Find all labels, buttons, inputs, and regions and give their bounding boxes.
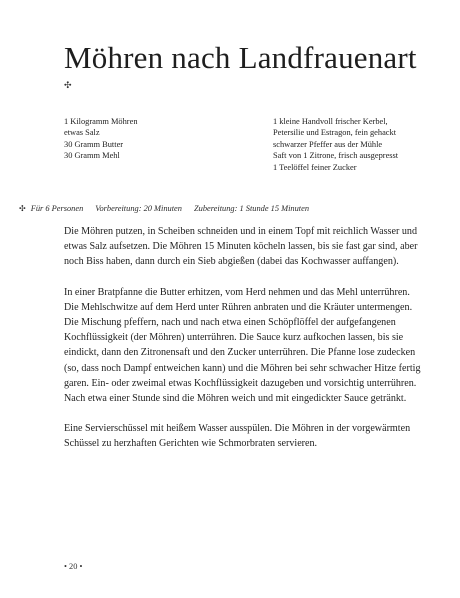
text-line: Kochflüssigkeit (der Möhren) unterrühren. Die Sauce kurz aufkochen lassen, bis sie [64,332,404,344]
recipe-title: Möhren nach Landfrauenart [64,40,417,75]
ingredient-item: 1 Kilogramm Möhren [64,117,138,126]
page-number: • 20 • [64,562,83,571]
text-line: (so, dass noch Dampf entweichen kann) und die Möhren bei sehr schwacher Hitze fertig [64,362,421,374]
ingredient-item: 30 Gramm Butter [64,139,124,149]
text-line: In einer Bratpfanne die Butter erhitzen, vom Herd nehmen und das Mehl unterrühren. [64,286,410,298]
prep-time-text: Vorbereitung: 20 Minuten [95,204,182,213]
recipe-instructions [64,224,421,467]
text-line: noch Biss haben, dann durch ein Sieb abgießen (dabei das Kochwasser auffangen). [64,256,399,268]
ingredient-item: 1 Teelöffel feiner Zucker [273,162,357,172]
text-line: eindickt, dann den Zitronensaft und den Zucker unterrühren. Die Pfanne lose zudecken [64,347,416,359]
servings-text: Für 6 Personen [30,204,84,213]
ornament-icon: ✣ [64,81,72,91]
text-line: Die Möhren putzen, in Scheiben schneiden und in einem Topf mit reichlich Wasser und [64,226,417,237]
instruction-paragraph [64,224,418,270]
text-line: Nach etwa einer Stunde sind die Möhren weich und mit eingedickter Sauce getränkt. [64,393,407,405]
cook-time-text: Zubereitung: 1 Stunde 15 Minuten [193,204,310,213]
recipe-meta [19,203,321,214]
ingredient-item: Saft von 1 Zitrone, frisch ausgepresst [273,151,399,161]
ingredient-item: 1 kleine Handvoll frischer Kerbel, [273,117,388,126]
ornament-icon: ✣ [19,204,26,213]
ingredients-right-column [273,116,398,173]
ingredients-left-column [64,116,138,162]
ingredient-item: schwarzer Pfeffer aus der Mühle [273,139,383,149]
instruction-paragraph [64,285,421,407]
text-line: Eine Servierschüssel mit heißem Wasser ausspülen. Die Möhren in der vorgewärmten [64,423,411,435]
text-line: Schüssel zu herzhaften Gerichten wie Schmorbraten servieren. [64,438,318,450]
text-line: etwas Salz aufsetzen. Die Möhren 15 Minuten köcheln lassen, bis sie fast gar sind, aber [64,241,418,253]
text-line: Die Mehlschwitze auf dem Herd unter Rühren anbraten und die Kräuter untermengen. [64,301,413,313]
instruction-paragraph [64,421,411,451]
text-line: garen. Ein- oder zweimal etwas Kochflüssigkeit dazugeben und vorsichtig unterrühren. [64,377,417,389]
ingredient-item: etwas Salz [64,128,100,138]
text-line: Die Mischung pfeffern, nach und nach etwa einen Schöpflöffel der aufgefangenen [64,317,396,329]
ingredient-item: 30 Gramm Mehl [64,151,120,161]
ingredient-item: Petersilie und Estragon, fein gehackt [273,128,397,138]
